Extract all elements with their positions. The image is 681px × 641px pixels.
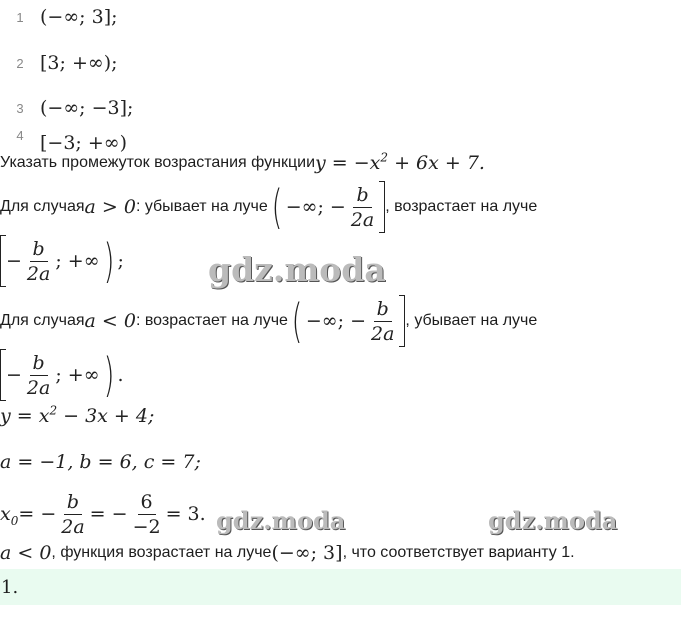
option-number: 1 <box>16 9 24 25</box>
option-interval: [3; +∞); <box>40 52 118 74</box>
option-interval: [−3; +∞) <box>40 132 128 154</box>
watermark: gdz.moda <box>208 250 386 289</box>
fraction: $\frac{b}{2a}$ <box>371 297 395 345</box>
fraction: $\frac{b}{2a}$ <box>26 351 51 399</box>
fraction: $\frac{b}{2a}$ <box>61 490 85 538</box>
task-statement <box>0 150 485 176</box>
option-interval: (−∞; 3]; <box>40 6 118 28</box>
case-negative-line1: Для случая a < 0 : возрастает на луче ( −∞; − $\frac{b}{2a}$ , убывает на луче <box>0 294 538 348</box>
option-interval: (−∞; −3]; <box>40 97 134 119</box>
case-positive-line1: Для случая a > 0 : убывает на луче ( −∞; − $\frac{b}{2a}$ , возрастает на луче <box>0 180 538 234</box>
right-paren: ) <box>103 348 114 402</box>
task-text: Указать промежуток возрастания функции <box>0 154 316 171</box>
equation: $y = x^2 - 3x + 4$; <box>0 403 155 427</box>
fraction: $\frac{b}{2a}$ <box>26 237 51 285</box>
task-formula: $y = -x^2 + 6x + 7$. <box>315 150 485 174</box>
coefficients: a = −1, b = 6, c = 7; <box>0 451 201 473</box>
watermark: gdz.moda <box>216 506 346 535</box>
option-1 <box>0 2 118 32</box>
watermark: gdz.moda <box>488 506 618 535</box>
conclusion: a < 0 , функция возрастает на луче (−∞; 3] , что соответствует варианту 1. <box>0 542 575 564</box>
vertex-formula: $x_0$ = − $\frac{b}{2a}$ = − $\frac{6}{-2}$ = 3. <box>0 490 206 538</box>
answer-text: 1. <box>1 576 19 598</box>
option-2 <box>0 48 118 78</box>
left-paren: ( <box>291 294 303 348</box>
fraction: $\frac{6}{-2}$ <box>132 490 161 538</box>
answer-box <box>0 569 681 605</box>
case-positive-line2: − $\frac{b}{2a}$ ; +∞ ) ; <box>0 232 124 290</box>
left-paren: ( <box>271 180 283 234</box>
option-number: 3 <box>16 100 24 116</box>
option-3 <box>0 93 133 123</box>
fraction: $\frac{b}{2a}$ <box>350 183 375 231</box>
option-4 <box>0 128 128 154</box>
right-paren: ) <box>103 234 114 288</box>
case-negative-line2: − $\frac{b}{2a}$ ; +∞ ) . <box>0 346 124 404</box>
option-number: 4 <box>16 128 24 143</box>
option-number: 2 <box>16 55 24 71</box>
